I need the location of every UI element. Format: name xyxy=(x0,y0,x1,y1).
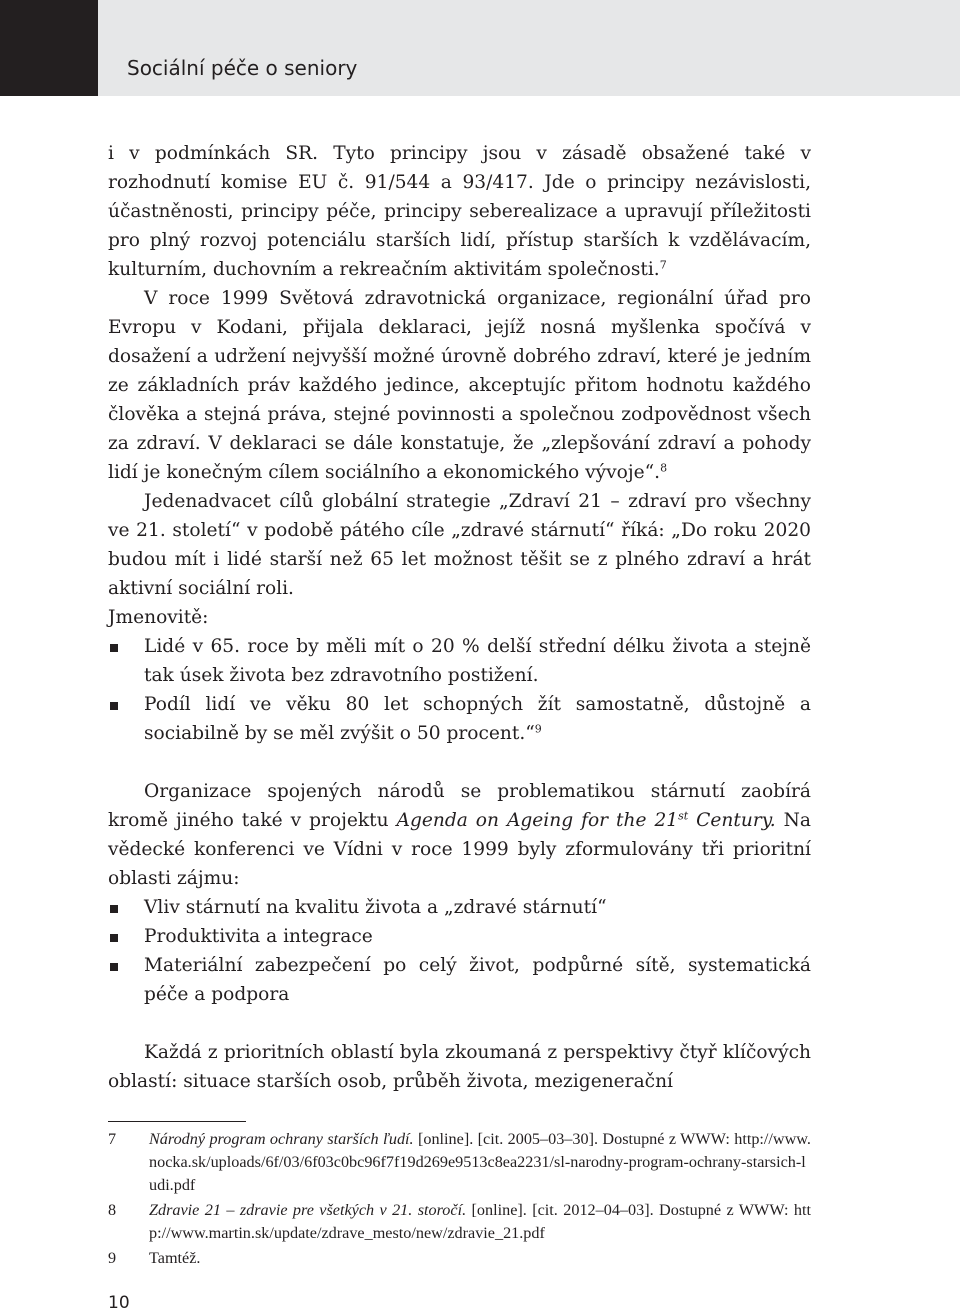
footnote-number: 7 xyxy=(108,1130,117,1148)
square-bullet-icon xyxy=(110,702,118,710)
square-bullet-icon xyxy=(110,934,118,942)
footnote-source: [online]. [cit. 2005–03–30]. Dostupné z WWW: http://www.nocka.sk/uploads/6f/03/6f03c0bc96f7f19d269e9513c8ea2231/sl-narodny-program-ochrany-starsich-ludi.pdf xyxy=(149,1130,811,1194)
footnote-number: 9 xyxy=(108,1249,117,1267)
footnote-8 xyxy=(108,1199,811,1245)
paragraph-5: Každá z prioritních oblastí byla zkoumaná z perspektivy čtyř klíčových oblastí: situace starších osob, průběh života, mezigenerační xyxy=(108,1042,811,1092)
running-header-title: Sociální péče o seniory xyxy=(127,56,358,80)
footnote-ref-9: 9 xyxy=(534,722,542,736)
square-bullet-icon xyxy=(110,963,118,971)
priority-areas-list xyxy=(108,893,811,1009)
square-bullet-icon xyxy=(110,905,118,913)
paragraph-2: V roce 1999 Světová zdravotnická organizace, regionální úřad pro Evropu v Kodani, přijala deklaraci, jejíž nosná myšlenka spočívá v dosažení a udržení nejvyšší možné úrovně dobrého zdraví, které je jedním ze základních práv každého jedince, akceptujíc přitom hodnotu každého člověka a stejná práva, stejné povinnosti a společnou zodpovědnost všech za zdraví. V deklaraci se dále konstatuje, že „zlepšování zdraví a pohody lidí je konečným cílem sociálního a ekonomického vývoje“.$^8$ xyxy=(108,288,811,483)
footnote-source: [online]. [cit. 2012–04–03]. Dostupné z WWW: http://www.martin.sk/update/zdrave_mesto/new/zdravie_21.pdf xyxy=(149,1201,811,1242)
list-item: Vliv stárnutí na kvalitu života a „zdravé stárnutí“ xyxy=(108,893,811,922)
footnote-separator xyxy=(108,1121,246,1122)
footnote-source: Tamtéž. xyxy=(149,1249,201,1267)
goals-list xyxy=(108,632,811,748)
paragraph-3: Jedenadvacet cílů globální strategie „Zdraví 21 – zdraví pro všechny ve 21. století“ v podobě pátého cíle „zdravé stárnutí“ říká: „Do roku 2020 budou mít i lidé starší než 65 let možnost těšit se z plného zdraví a hrát aktivní sociální roli. xyxy=(108,491,811,599)
footnotes xyxy=(108,1128,811,1272)
footnote-7 xyxy=(108,1128,811,1197)
project-title: Agenda on Ageing for the 21st Century. xyxy=(396,809,776,831)
label-jmenovite: Jmenovitě: xyxy=(108,607,209,628)
header-black-block xyxy=(0,0,98,96)
list-item: Lidé v 65. roce by měli mít o 20 % delší střední délku života a stejně tak úsek života bez zdravotního postižení. xyxy=(108,632,811,690)
footnote-title: Národný program ochrany starších ľudí. xyxy=(149,1130,414,1148)
footnote-ref-7: 7 xyxy=(659,258,667,272)
footnote-number: 8 xyxy=(108,1201,117,1219)
footnote-9 xyxy=(108,1247,811,1270)
list-item: Materiální zabezpečení po celý život, podpůrné sítě, systematická péče a podpora xyxy=(108,951,811,1009)
page-number: 10 xyxy=(108,1293,130,1313)
square-bullet-icon xyxy=(110,644,118,652)
paragraph-1: i v podmínkách SR. Tyto principy jsou v zásadě obsažené také v rozhodnutí komise EU č. 91/544 a 93/417. Jde o principy nezávislosti, účastněnosti, principy péče, principy seberealizace a upravují příležitosti pro plný rozvoj potenciálu starších lidí, přístup starších k vzdělávacím, kulturním, duchovním a rekreačním aktivitám společnosti.$^7$ xyxy=(108,143,811,280)
list-item: Produktivita a integrace xyxy=(108,922,811,951)
footnote-ref-8: 8 xyxy=(660,461,668,475)
header-band xyxy=(98,0,960,96)
footnote-title: Zdravie 21 – zdravie pre všetkých v 21. storočí. xyxy=(149,1201,467,1219)
paragraph-4: Organizace spojených národů se problematikou stárnutí zaobírá kromě jiného také v projektu Agenda on Ageing for the 21st Century. Na vědecké konferenci ve Vídni v roce 1999 byly zformulovány tři prioritní oblasti zájmu: xyxy=(108,781,811,889)
body-text xyxy=(108,139,811,1096)
list-item: Podíl lidí ve věku 80 let schopných žít samostatně, důstojně a sociabilně by se měl zvýšit o 50 procent.“$^9$ xyxy=(108,690,811,748)
